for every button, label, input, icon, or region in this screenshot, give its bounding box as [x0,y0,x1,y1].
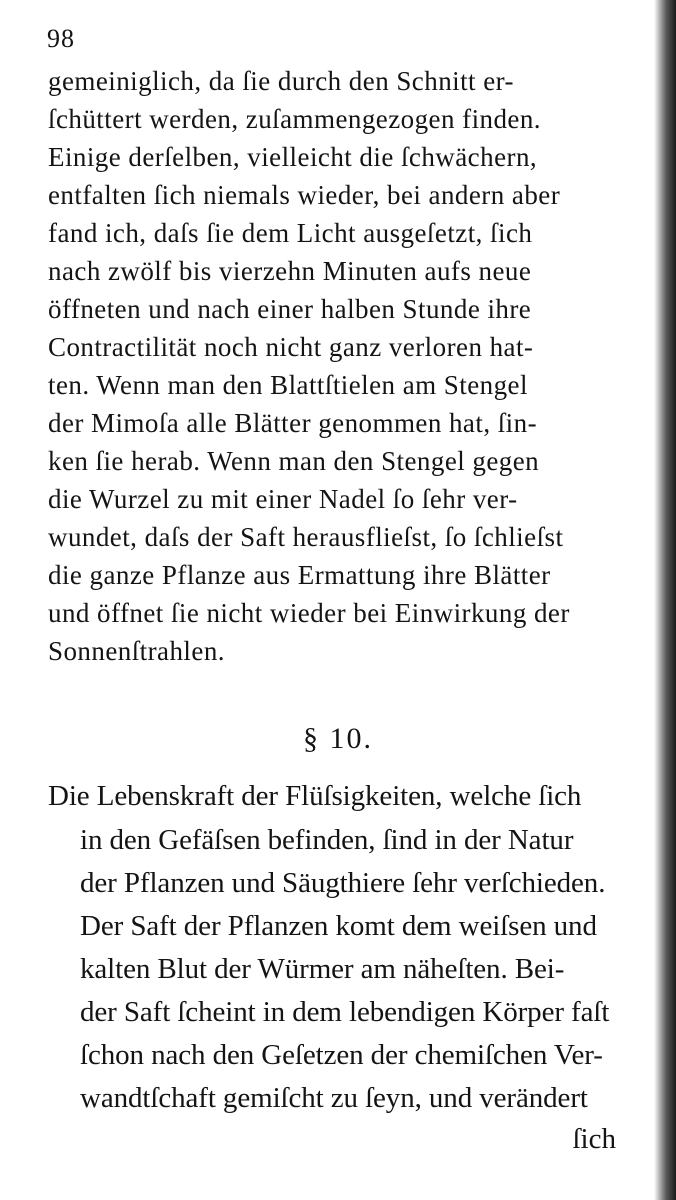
text-line: wundet, daſs der Saft herausflieſst, ſo ſchlieſst [48,522,564,552]
text-line: ſchon nach den Geſetzen der chemiſchen Ver- [80,1039,603,1071]
section-heading: § 10. [303,722,373,755]
text-line: in den Gefäſsen befinden, ſind in der Natur [80,824,574,856]
text-line: wandtſchaft gemiſcht zu ſeyn, und verändert [80,1082,588,1114]
text-line: öffneten und nach einer halben Stunde ihre [48,294,532,324]
text-line: Der Saft der Pflanzen komt dem weiſsen und [80,910,597,942]
text-line: Contractilität noch nicht ganz verloren hat- [48,332,534,362]
text-line: die ganze Pflanze aus Ermattung ihre Blätter [48,560,551,590]
text-line: Einige derſelben, vielleicht die ſchwächern, [48,142,538,172]
text-line: ten. Wenn man den Blattſtielen am Stengel [48,370,528,400]
text-line: fand ich, daſs ſie dem Licht ausgeſetzt, ſich [48,218,533,248]
page-edge-shadow [654,0,676,1200]
text-line: die Wurzel zu mit einer Nadel ſo ſehr ver- [48,484,518,514]
text-line: und öffnet ſie nicht wieder bei Einwirkung der [48,598,570,628]
text-line: ſchüttert werden, zuſammengezogen finden. [48,104,542,134]
text-line: nach zwölf bis vierzehn Minuten aufs neue [48,256,532,286]
text-line: der Pflanzen und Säugthiere ſehr verſchieden. [80,867,606,899]
text-line: Die Lebenskraft der Flüſsigkeiten, welche ſich [48,780,582,812]
text-line: gemeiniglich, da ſie durch den Schnitt er- [48,66,514,96]
text-line: kalten Blut der Würmer am näheſten. Bei- [80,953,565,985]
text-line: entfalten ſich niemals wieder, bei andern aber [48,180,561,210]
text-line: der Saft ſcheint in dem lebendigen Körper faſt [80,996,610,1028]
page-number: 98 [47,24,75,53]
text-line: der Mimoſa alle Blätter genommen hat, ſin- [48,408,538,438]
text-line: ken ſie herab. Wenn man den Stengel gegen [48,446,540,476]
catchword: ſich [572,1123,616,1155]
text-line: Sonnenſtrahlen. [48,636,225,666]
